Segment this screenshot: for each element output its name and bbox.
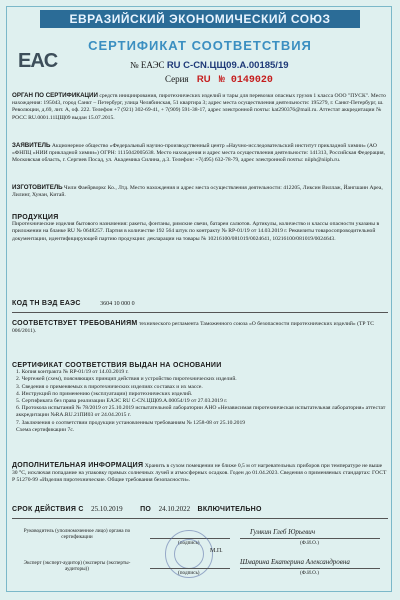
certificate-number xyxy=(130,60,289,71)
basis-item: 4. Инструкций по применению (эксплуатации) пиротехнических изделий. xyxy=(16,390,193,397)
basis-item: 3. Сведения о применяемых в пиротехнических изделиях составах и их массе. xyxy=(16,383,203,390)
certification-body-text: средств инициирования, пиротехнических изделий и тары для перевозки опасных грузов 1 класса ООО "ПУСК". Место нахождения: 195043, город Санкт – Петербург, улица Челябинская, 51 квартира 3; адрес места осуществления деятельности: 195279, г. Санкт-Петербург, ш. Революции, д.69, лит. А, оф. 222. Телефон +7 (921) 302-69-41, + 7(909) 591-38-17, адрес электронной почты: kat290376@mail.ru. Аттестат аккредитации № РОСС RU.0001.11ЦЩ09 выдан 15.07.2015. xyxy=(12,93,386,121)
manufacturer-text: Чили Фаейрворкс Ко., Лтд. Место нахождения и адрес места осуществления деятельности: 412205, Ликсин Виллаж, Йангшаин Ареа, Лилинг, Хунан, Китай. xyxy=(12,185,383,199)
tn-ved-underline xyxy=(12,312,388,313)
basis-item: 5. Сертификата без права реализации ЕАЭС RU C-CN.ЦЩ09.А.00054/19 от 27.03.2019 г. xyxy=(16,398,228,405)
tn-ved-code: 3604 10 000 0 xyxy=(100,301,135,307)
head-caption: Руководитель (уполномоченное лицо) органа по сертификации xyxy=(23,528,131,540)
validity-from-label: СРОК ДЕЙСТВИЯ С xyxy=(12,506,84,513)
manufacturer-section xyxy=(12,184,388,199)
manufacturer-title: ИЗГОТОВИТЕЛЬ xyxy=(12,184,63,191)
basis-list xyxy=(12,369,388,434)
expert-sign-caption: (подпись) xyxy=(178,570,200,576)
series-label: Серия xyxy=(165,74,189,84)
certificate-number-label: № ЕАЭС xyxy=(130,60,165,70)
head-name: Гумкин Глеб Юрьевич xyxy=(250,528,316,536)
certificate-number-value: RU C-CN.ЦЩ09.А.00185/19 xyxy=(166,60,289,71)
certificate-series xyxy=(165,74,273,86)
product-title: ПРОДУКЦИЯ xyxy=(12,214,59,221)
applicant-section xyxy=(12,142,388,165)
validity-to-date: 24.10.2022 xyxy=(158,505,191,513)
basis-item: 7. Заключения о соответствии продукции установленным требованиям № 1258-08 от 25.10.2019 xyxy=(16,419,246,426)
expert-caption: Эксперт (эксперт-аудитор) (эксперты (эксперты-аудиторы)) xyxy=(23,560,131,572)
conformity-title: СООТВЕТСТВУЕТ ТРЕБОВАНИЯМ xyxy=(12,320,138,327)
additional-info-title: ДОПОЛНИТЕЛЬНАЯ ИНФОРМАЦИЯ xyxy=(12,462,144,469)
series-number: № 0149020 xyxy=(218,75,273,86)
series-code: RU xyxy=(196,74,211,85)
head-name-line xyxy=(240,538,380,539)
expert-name: Шмарина Екатерина Александровна xyxy=(240,558,350,566)
head-sign-caption: (подпись) xyxy=(178,540,200,546)
basis-section xyxy=(12,362,388,434)
eac-logo: EAC xyxy=(18,50,58,72)
basis-title: СЕРТИФИКАТ СООТВЕТСТВИЯ ВЫДАН НА ОСНОВАНИИ xyxy=(12,362,222,369)
expert-name-line xyxy=(240,568,380,569)
stamp-label: М.П. xyxy=(210,548,223,554)
certification-body-section xyxy=(12,92,388,122)
document-title: СЕРТИФИКАТ СООТВЕТСТВИЯ xyxy=(88,38,312,53)
basis-item: 2. Чертежей (схем), поясняющих принцип действия и устройство пиротехнических изделий. xyxy=(16,376,237,383)
tn-ved-title: КОД ТН ВЭД ЕАЭС xyxy=(12,300,81,307)
additional-info-text: Хранить в сухом помещении не ближе 0,5 м от нагревательных приборов при температуре не выше 30 °С, исключая попадание на упаковку прямых солнечных лучей и атмосферных осадков. Годен до 01.04.2023. Сведения о применяемых стандартах: ГОСТ Р 51270-99 «Изделия пиротехнические. Общие требования безопасности». xyxy=(12,463,387,484)
expert-signature-line xyxy=(150,568,230,569)
validity-from-date: 25.10.2019 xyxy=(91,505,123,513)
product-text: Пиротехнические изделия бытового назначения: ракеты, фонтаны, римские свечи, батареи салютов. Артикулы, количество и классы опасности указаны в приложении на бланке RU № 0648257. Партия в количестве 192 564 штук по контракту № RP-01/19 от 14.03.2019 г. Реквизиты товаросопроводительной документации, идентифицирующей партию продукции: декларации на товары № 10216100/081019/0024641, 10216100/081019/0024643. xyxy=(12,221,380,242)
validity-section xyxy=(12,506,388,514)
tn-ved-section xyxy=(12,300,388,308)
union-banner: ЕВРАЗИЙСКИЙ ЭКОНОМИЧЕСКИЙ СОЮЗ xyxy=(40,10,360,28)
validity-to-label: ПО xyxy=(140,506,152,513)
conformity-section xyxy=(12,320,388,335)
applicant-text: Акционерное общество «Федеральный научно-производственный центр «Научно-исследовательский институт прикладной химии» (АО «ФНПЦ «НИИ прикладной химии») ОГРН: 1115042005638. Место нахождения и адрес места осуществления деятельности: 141313, Российская Федерация, Московская область, г. Сергиев Посад, ул. Академика Силина, д.3. Телефон: +7(495) 632-78-79, адрес электронной почты: niiph@niiph.ru. xyxy=(12,143,386,164)
validity-inclusive: ВКЛЮЧИТЕЛЬНО xyxy=(197,506,262,513)
conformity-text: технического регламента Таможенного союза «О безопасности пиротехнических изделий» (ТР ТС 006/2011). xyxy=(12,321,375,335)
additional-info-section xyxy=(12,462,388,485)
applicant-title: ЗАЯВИТЕЛЬ xyxy=(12,142,51,149)
basis-item: Схема сертификации 7с. xyxy=(16,426,75,433)
basis-item: 1. Копия контракта № RP-01/19 от 14.03.2019 г. xyxy=(16,369,129,376)
product-section xyxy=(12,214,388,243)
validity-underline xyxy=(12,518,388,519)
head-fio-caption: (Ф.И.О.) xyxy=(300,540,319,546)
certification-body-title: ОРГАН ПО СЕРТИФИКАЦИИ xyxy=(12,92,98,99)
basis-item: 6. Протокола испытаний № 78/2019 от 25.10.2019 испытательной лаборатории АНО «Независимая пиротехническая испытательная лаборатория» аттестат аккредитации №RA.RU.21ПИ03 от 24.04.2015 г. xyxy=(16,405,386,419)
expert-fio-caption: (Ф.И.О.) xyxy=(300,570,319,576)
